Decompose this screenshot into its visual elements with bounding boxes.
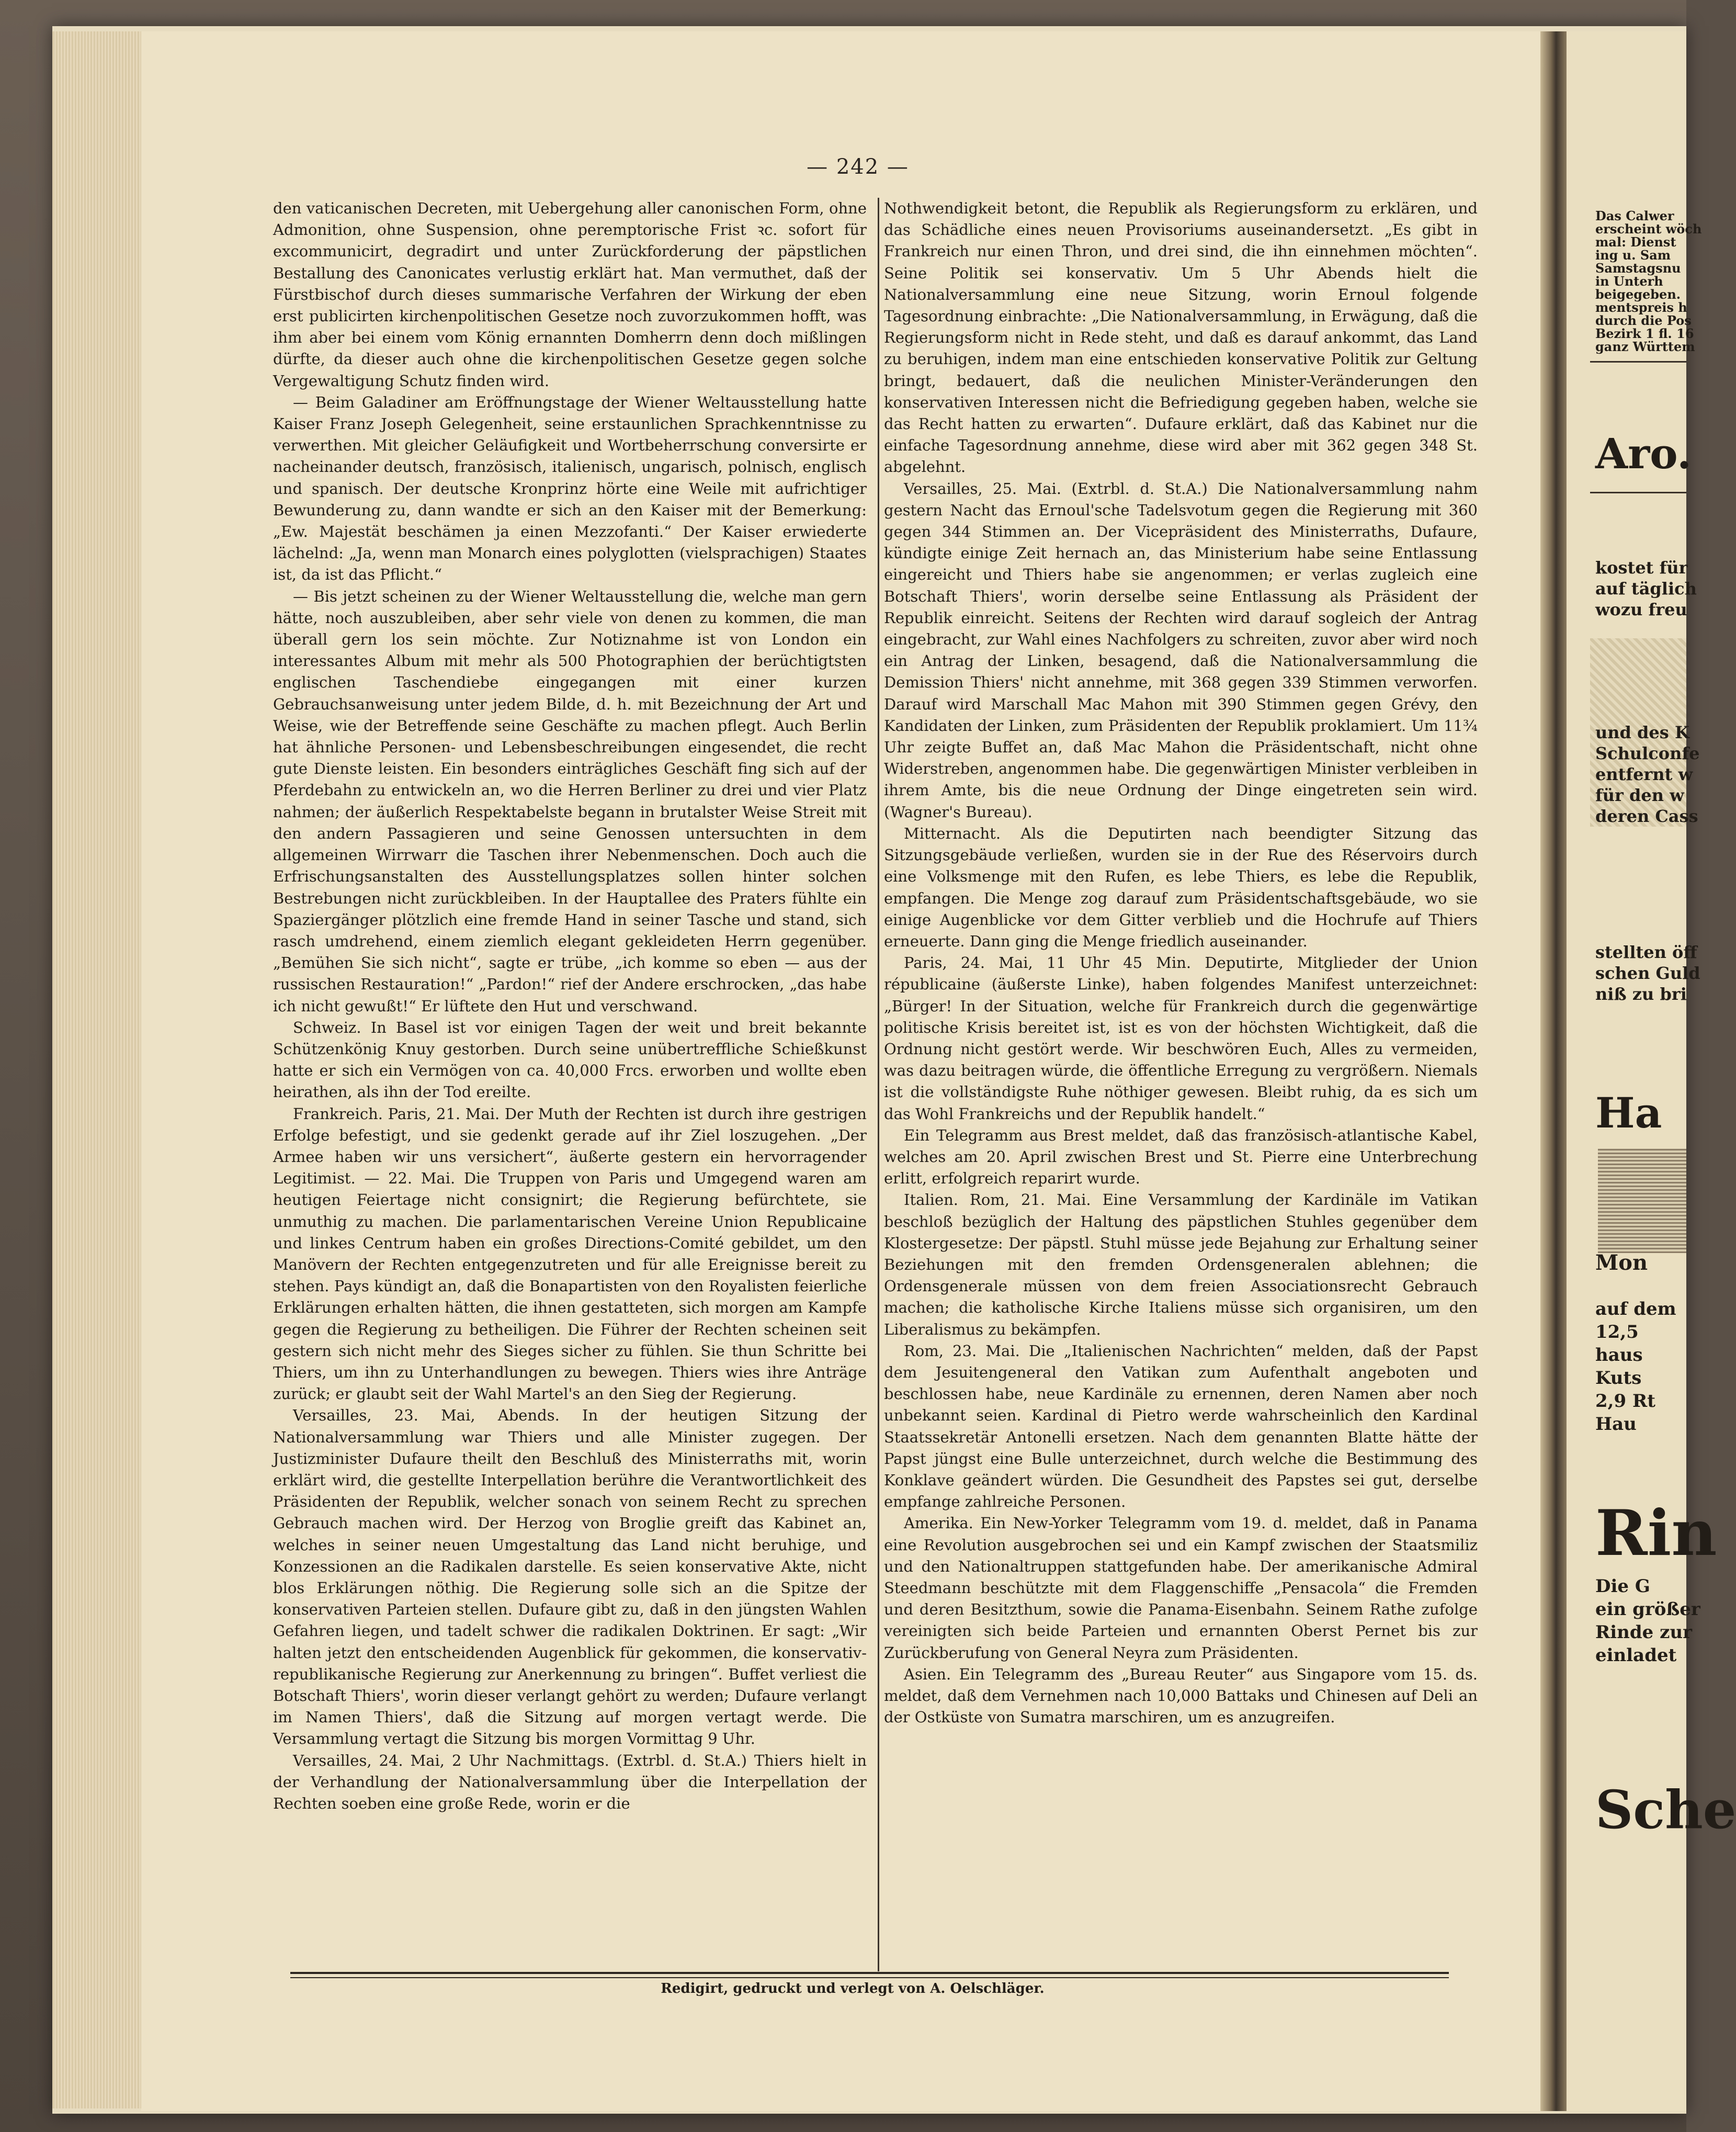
adjacent-line: entfernt w	[1595, 764, 1693, 784]
adjacent-masthead-text	[1595, 209, 1702, 353]
adjacent-line: und des K	[1595, 723, 1689, 742]
adjacent-line: durch die Pos	[1595, 313, 1692, 328]
article-paragraph: Nothwendigkeit betont, die Republik als Regierungsform zu erklären, und das Schädliche eines neuen Provisoriums auseinandersetzt. „Es gibt in Frankreich nur einen Thron, und drei sind, die ihn einnehmen möchten“. Seine Politik sei konservativ. Um 5 Uhr Abends hielt die Nationalversammlung eine neue Sitzung, worin Ernoul folgende Tagesordnung einbrachte: „Die Nationalversammlung, in Erwägung, daß die Regierungsform nicht in Rede steht, und daß es darauf ankommt, das Land zu beruhigen, indem man eine entschieden konservative Politik zur Geltung bringt, bedauert, daß die neulichen Minister-Veränderungen den konservativen Interessen nicht die Befriedigung gegeben haben, welche sie das Recht hatten zu erwarten“. Dufaure erklärt, daß das Kabinet nur die einfache Tagesordnung annehme, diese wird aber mit 362 gegen 348 St. abgelehnt.	[884, 199, 1478, 476]
adjacent-text-block	[1595, 1250, 1648, 1275]
article-paragraph: Ein Telegramm aus Brest meldet, daß das französisch-atlantische Kabel, welches am 20. April zwischen Brest und St. Pierre eine Unterbrechung erlitt, erfolgreich reparirt wurde.	[884, 1126, 1478, 1188]
adjacent-line: Die G	[1595, 1576, 1650, 1597]
adjacent-line: Hau	[1595, 1414, 1637, 1435]
adjacent-line: 2,9 Rt	[1595, 1391, 1655, 1412]
article-paragraph: Rom, 23. Mai. Die „Italienischen Nachrichten“ melden, daß der Papst dem Jesuitengeneral den Vatikan zum Aufenthalt angeboten und beschlossen habe, neue Kardinäle zu ernennen, deren Namen aber noch unbekannt seien. Kardinal di Pietro werde wahrscheinlich den Kardinal Staatssekretär Antonelli ersetzen. Nach dem genannten Blatte hätte der Papst jüngst eine Bulle unterzeichnet, durch welche die Bestimmung des Konklave geändert würden. Die Gesundheit des Papstes sei gut, derselbe empfange zahlreiche Personen.	[884, 1341, 1478, 1511]
page-number: — 242 —	[807, 155, 909, 179]
imprint: Redigirt, gedruckt und verlegt von A. Oelschläger.	[661, 1981, 1045, 1996]
article-paragraph: den vaticanischen Decreten, mit Uebergehung aller canonischen Form, ohne Admonition, ohne Suspension, ohne peremptorische Frist ꝛc. sofort für excommunicirt, degradirt und unter Zurückforderung der päpstlichen Bestallung des Canonicates verlustig erklärt hat. Man vermuthet, daß der Fürstbischof durch dieses summarische Verfahren der Wirkung der eben erst publicirten kirchenpolitischen Gesetze noch zuvorzukommen hofft, was ihm aber bei einem vom König ernannten Domherrn denn doch mißlingen dürfte, da dieser auch ohne die kirchenpolitischen Gesetze gegen solche Vergewaltigung Schutz finden wird.	[273, 199, 867, 390]
article-paragraph: — Beim Galadiner am Eröffnungstage der Wiener Weltausstellung hatte Kaiser Franz Joseph Gelegenheit, seine erstaunlichen Sprachkenntnisse zu verwerthen. Mit gleicher Geläufigkeit und Wortbeherrschung conversirte er nacheinander deutsch, französisch, italienisch, ungarisch, polnisch, englisch und spanisch. Der deutsche Kronprinz hörte eine Weile mit aufrichtiger Bewunderung zu, dann wandte er sich an den Kaiser mit der Bemerkung: „Ew. Majestät beschämen ja einen Mezzofanti.“ Der Kaiser erwiederte lächelnd: „Ja, wenn man Monarch eines polyglotten (vielsprachigen) Staates ist, da ist das Pflicht.“	[273, 393, 867, 584]
book-gutter	[1540, 31, 1567, 2111]
article-paragraph: Versailles, 25. Mai. (Extrbl. d. St.A.) Die Nationalversammlung nahm gestern Nacht das Ernoul'sche Tadelsvotum gegen die Regierung mit 360 gegen 344 Stimmen an. Der Vicepräsident des Ministerraths, Dufaure, kündigte einige Zeit hernach an, das Ministerium habe seine Entlassung eingereicht und Thiers habe sie angenommen; er verlas zugleich eine Botschaft Thiers', worin derselbe seine Entlassung als Präsident der Republik einreicht. Seitens der Rechten wird darauf sogleich der Antrag eingebracht, zur Wahl eines Nachfolgers zu schreiten, zuvor aber wird noch ein Antrag der Linken, besagend, daß die Nationalversammlung die Demission Thiers' nicht annehme, mit 368 gegen 339 Stimmen verworfen. Darauf wird Marschall Mac Mahon mit 390 Stimmen gegen Grévy, den Kandidaten der Linken, zum Präsidenten der Republik proklamiert. Um 11¾ Uhr zeigte Buffet an, daß Mac Mahon die Präsidentschaft, nicht ohne Widerstreben, angenommen habe. Die gegenwärtigen Minister verbleiben in ihrem Amte, bis die neue Ordnung der Dinge eingetreten sein wird. (Wagner's Bureau).	[884, 479, 1478, 821]
article-paragraph: Frankreich. Paris, 21. Mai. Der Muth der Rechten ist durch ihre gestrigen Erfolge befestigt, und sie gedenkt gerade auf ihr Ziel loszugehen. „Der Armee haben wir uns versichert“, äußerte gestern ein hervorragender Legitimist. — 22. Mai. Die Truppen von Paris und Umgegend waren am heutigen Feiertage nicht consignirt; die Regierung befürchtete, sie unmuthig zu machen. Die parlamentarischen Vereine Union Republicaine und linkes Centrum haben ein großes Directions-Comité gebildet, um den Manövern der Rechten entgegenzutreten und für alle Ereignisse bereit zu stehen. Pays kündigt an, daß die Bonapartisten von den Royalisten feierliche Erklärungen erhalten hätten, die ihnen gestatteten, sich morgen am Kampfe gegen die Regierung zu betheiligen. Die Führer der Rechten scheinen seit gestern sich nicht mehr des Sieges sicher zu fühlen. Sie thun Schritte bei Thiers, um ihn zu Unterhandlungen zu bewegen. Thiers wies ihre Anträge zurück; er glaubt seit der Wahl Martel's an den Sieg der Regierung.	[273, 1104, 867, 1403]
adjacent-text-block	[1595, 722, 1700, 827]
adjacent-line: niß zu bri	[1595, 984, 1687, 1004]
adjacent-line: ganz Württem	[1595, 339, 1695, 354]
adjacent-line: mal: Dienst	[1595, 234, 1676, 250]
adjacent-line: auf täglich	[1595, 579, 1697, 599]
adjacent-line: wozu freu	[1595, 600, 1687, 619]
adjacent-line: Kuts	[1595, 1368, 1642, 1389]
article-paragraph: — Bis jetzt scheinen zu der Wiener Weltausstellung die, welche man gern hätte, noch auszubleiben, aber sehr viele von denen zu kommen, die man überall gern los sein möchte. Zur Notiznahme ist von London ein interessantes Album mit mehr als 500 Photographien der berüchtigtsten englischen Taschendiebe eingegangen mit einer kurzen Gebrauchsanweisung unter jedem Bilde, d. h. mit Bezeichnung der Art und Weise, wie der Betreffende seine Geschäfte zu machen pflegt. Auch Berlin hat ähnliche Personen- und Lebensbeschreibungen eingesendet, die recht gute Dienste leisten. Ein besonders einträgliches Geschäft fing sich auf der Pferdebahn zu entwickeln an, wo die Herren Berliner zu drei und vier Platz nahmen; der äußerlich Respektabelste begann in brutalster Weise Streit mit den andern Passagieren und seine Genossen untersuchten in dem allgemeinen Wirrwarr die Taschen ihrer Nebenmenschen. Doch auch die Erfrischungsanstalten des Ausstellungsplatzes sollen hinter solchen Bestrebungen nicht zurückbleiben. In der Hauptallee des Praters fühlte ein Spaziergänger plötzlich eine fremde Hand in seiner Tasche und stand, sich rasch umdrehend, einem ziemlich elegant gekleideten Herrn gegenüber. „Bemühen Sie sich nicht“, sagte er trübe, „ich komme so eben — aus der russischen Restauration!“ „Pardon!“ rief der Andere erschrocken, „das habe ich nicht gewußt!“ Er lüftete den Hut und verschwand.	[273, 587, 867, 1015]
column-rule	[878, 198, 879, 1971]
adjacent-line: ein größer	[1595, 1599, 1700, 1620]
adjacent-line: Bezirk 1 fl. 16	[1595, 326, 1694, 341]
adjacent-line: auf dem	[1595, 1299, 1676, 1319]
adjacent-line: kostet für	[1595, 558, 1688, 578]
adjacent-line: Mon	[1595, 1250, 1648, 1275]
adjacent-line: ing u. Sam	[1595, 247, 1671, 263]
adjacent-line: stellten öff	[1595, 942, 1697, 962]
adjacent-line: in Unterh	[1595, 274, 1663, 289]
adjacent-heading: Aro.	[1595, 429, 1692, 478]
bottom-rule-thin	[290, 1977, 1449, 1978]
adjacent-heading: Ha	[1595, 1088, 1662, 1137]
adjacent-line: haus	[1595, 1345, 1643, 1366]
adjacent-line: Schulconfe	[1595, 743, 1700, 763]
adjacent-line: Rinde zur	[1595, 1622, 1693, 1643]
adjacent-heading: Rin	[1595, 1496, 1717, 1570]
article-paragraph: Versailles, 24. Mai, 2 Uhr Nachmittags. (Extrbl. d. St.A.) Thiers hielt in der Verhandlung der Nationalversammlung über die Interpellation der Rechten soeben eine große Rede, worin er die	[273, 1751, 867, 1813]
adjacent-line: schen Guld	[1595, 963, 1700, 983]
article-paragraph: Versailles, 23. Mai, Abends. In der heutigen Sitzung der Nationalversammlung war Thiers und alle Minister zugegen. Der Justizminister Dufaure theilt den Beschluß des Ministerraths mit, worin erklärt wird, die gestellte Interpellation berühre die Verantwortlichkeit des Präsidenten der Republik, welcher sonach von seinem Recht zu sprechen Gebrauch machen wird. Der Herzog von Broglie greift das Kabinet an, welches in seiner neuen Umgestaltung das Land nicht beruhige, und Konzessionen an die Radikalen darstelle. Es seien konservative Akte, nicht blos Erklärungen nöthig. Die Regierung solle sich an die Spitze der konservativen Parteien stellen. Dufaure gibt zu, daß in den jüngsten Wahlen Gefahren liegen, und tadelt schwer die radikalen Doktrinen. Er sagt: „Wir halten jetzt den entscheidenden Augenblick für gekommen, die konservativ-republikanische Regierung zur Anerkennung zu bringen“. Buffet verliest die Botschaft Thiers', worin dieser verlangt gehört zu werden; Dufaure verlangt im Namen Thiers', daß die Sitzung auf morgen vertagt werde. Die Versammlung vertagt die Sitzung bis morgen Vormittag 9 Uhr.	[273, 1406, 867, 1748]
adjacent-heading: Sche	[1595, 1779, 1736, 1841]
page-edges	[52, 31, 141, 2108]
adjacent-line: für den w	[1595, 785, 1684, 805]
adjacent-line: Samstagsnu	[1595, 261, 1681, 276]
article-paragraph: Mitternacht. Als die Deputirten nach beendigter Sitzung das Sitzungsgebäude verließen, wurden sie in der Rue des Réservoirs durch eine Volksmenge mit den Rufen, es lebe Thiers, es lebe die Republik, empfangen. Die Menge zog darauf zum Präsidentschaftsgebäude, wo sie einige Augenblicke vor dem Gitter verblieb und die Hochrufe auf Thiers erneuerte. Dann ging die Menge friedlich auseinander.	[884, 824, 1478, 950]
adjacent-rule	[1590, 492, 1686, 493]
adjacent-line: mentspreis h	[1595, 300, 1687, 315]
adjacent-line: deren Cass	[1595, 806, 1698, 826]
adjacent-line: Das Calwer	[1595, 208, 1674, 223]
article-paragraph: Asien. Ein Telegramm des „Bureau Reuter“ aus Singapore vom 15. ds. meldet, daß dem Vernehmen nach 10,000 Battaks und Chinesen auf Deli an der Ostküste von Sumatra marschiren, um es anzugreifen.	[884, 1665, 1478, 1727]
adjacent-line: 12,5	[1595, 1322, 1639, 1343]
adjacent-text-block	[1595, 557, 1697, 620]
adjacent-text-block	[1595, 1575, 1700, 1667]
adjacent-line: erscheint wöch	[1595, 221, 1702, 236]
text-column-left	[273, 198, 867, 1814]
article-paragraph: Amerika. Ein New-Yorker Telegramm vom 19. d. meldet, daß in Panama eine Revolution ausgebrochen sei und ein Kampf zwischen der Staatsmiliz und den Nationaltruppen stattgefunden habe. Der amerikanische Admiral Steedmann beschützte mit dem Flaggenschiffe „Pensacola“ die Fremden und deren Besitzthum, sowie die Panama-Eisenbahn. Seinem Rathe zufolge vereinigten sich beide Parteien und ernannten Oberst Pernet bis zur Zurückberufung von General Neyra zum Präsidenten.	[884, 1514, 1478, 1662]
bottom-rule	[290, 1972, 1449, 1974]
adjacent-woodcut-image	[1598, 1148, 1686, 1253]
article-paragraph: Paris, 24. Mai, 11 Uhr 45 Min. Deputirte, Mitglieder der Union républicaine (äußerste Linke), haben folgendes Manifest unterzeichnet: „Bürger! In der Situation, welche für Frankreich durch die gegenwärtige politische Krisis bereitet ist, ist es von der höchsten Wichtigkeit, daß die Ordnung nicht gestört werde. Wir beschwören Euch, Alles zu vermeiden, was dazu beitragen würde, die öffentliche Erregung zu vergrößern. Niemals ist die vollständigste Ruhe nöthiger gewesen. Bleibt ruhig, da es sich um das Wohl Frankreichs und der Republik handelt.“	[884, 954, 1478, 1123]
adjacent-line: beigegeben.	[1595, 287, 1681, 302]
adjacent-line: einladet	[1595, 1645, 1677, 1666]
adjacent-text-block	[1595, 1298, 1676, 1436]
article-paragraph: Schweiz. In Basel ist vor einigen Tagen der weit und breit bekannte Schützenkönig Knuy gestorben. Durch seine unübertreffliche Schießkunst hatte er sich ein Vermögen von ca. 40,000 Frcs. erworben und wollte eben heirathen, als ihn der Tod ereilte.	[273, 1018, 867, 1101]
adjacent-text-block	[1595, 942, 1700, 1005]
text-column-right	[884, 198, 1478, 1728]
article-paragraph: Italien. Rom, 21. Mai. Eine Versammlung der Kardinäle im Vatikan beschloß bezüglich der Haltung des päpstlichen Stuhles gegenüber dem Klostergesetze: Der päpstl. Stuhl müsse jede Bejahung zur Erhaltung seiner Beziehungen mit den fremden Ordensgeneralen ablehnen; die Ordensgenerale müssen von dem freien Associationsrecht Gebrauch machen; die katholische Kirche Italiens müsse sich organisiren, um den Liberalismus zu bekämpfen.	[884, 1191, 1478, 1338]
adjacent-rule	[1590, 361, 1686, 363]
